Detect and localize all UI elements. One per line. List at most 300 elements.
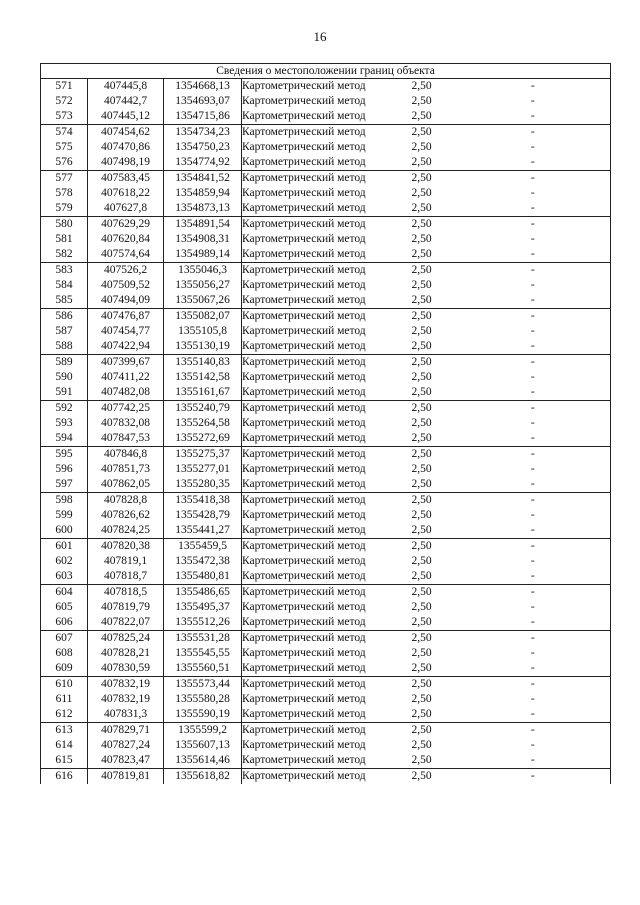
accuracy-cell: 2,50 bbox=[388, 293, 456, 309]
point-number-cell: 585 bbox=[41, 293, 88, 309]
y-coordinate-cell: 1355459,5 bbox=[164, 539, 242, 555]
description-cell: - bbox=[456, 79, 611, 95]
y-coordinate-cell: 1355560,51 bbox=[164, 661, 242, 677]
y-coordinate-cell: 1354873,13 bbox=[164, 201, 242, 217]
x-coordinate-cell: 407831,3 bbox=[88, 707, 164, 723]
description-cell: - bbox=[456, 600, 611, 615]
method-cell: Картометрический метод bbox=[242, 431, 388, 447]
y-coordinate-cell: 1354859,94 bbox=[164, 186, 242, 201]
method-cell: Картометрический метод bbox=[242, 477, 388, 493]
accuracy-cell: 2,50 bbox=[411, 187, 432, 199]
y-coordinate-cell: 1355140,83 bbox=[164, 355, 242, 371]
x-coordinate-cell: 407862,05 bbox=[88, 477, 164, 493]
y-coordinate-cell: 1355486,65 bbox=[164, 585, 242, 601]
table-row bbox=[41, 493, 611, 509]
description-cell: - bbox=[456, 94, 611, 109]
accuracy-cell: 2,50 bbox=[411, 494, 432, 506]
y-coordinate-cell: 1355599,2 bbox=[164, 723, 242, 739]
accuracy-cell: 2,50 bbox=[411, 601, 432, 613]
method-cell: Картометрический метод bbox=[242, 247, 388, 263]
x-coordinate-cell: 407470,86 bbox=[88, 140, 164, 155]
method-cell: Картометрический метод bbox=[242, 769, 388, 785]
x-coordinate-cell: 407526,2 bbox=[88, 263, 164, 279]
point-number-cell: 581 bbox=[41, 232, 88, 247]
description-cell: - bbox=[456, 508, 611, 523]
description-cell: - bbox=[456, 569, 611, 585]
description-cell: - bbox=[456, 554, 611, 569]
accuracy-cell: 2,50 bbox=[411, 279, 432, 291]
y-coordinate-cell: 1354841,52 bbox=[164, 171, 242, 187]
y-coordinate-cell: 1355580,28 bbox=[164, 692, 242, 707]
accuracy-cell: 2,50 bbox=[411, 126, 432, 138]
y-coordinate-cell: 1355240,79 bbox=[164, 401, 242, 417]
y-coordinate-cell: 1354693,07 bbox=[164, 94, 242, 109]
y-coordinate-cell: 1354715,86 bbox=[164, 109, 242, 125]
x-coordinate-cell: 407618,22 bbox=[88, 186, 164, 201]
table-row bbox=[41, 140, 611, 155]
method-cell: Картометрический метод bbox=[242, 171, 388, 187]
x-coordinate-cell: 407509,52 bbox=[88, 278, 164, 293]
point-number-cell: 580 bbox=[41, 217, 88, 233]
method-cell: Картометрический метод bbox=[242, 278, 388, 293]
method-cell: Картометрический метод bbox=[242, 646, 388, 661]
accuracy-cell: 2,50 bbox=[411, 463, 432, 475]
point-number-cell: 598 bbox=[41, 493, 88, 509]
point-number-cell: 584 bbox=[41, 278, 88, 293]
description-cell: - bbox=[456, 385, 611, 401]
description-cell: - bbox=[456, 646, 611, 661]
description-cell: - bbox=[456, 309, 611, 325]
table-row bbox=[41, 554, 611, 569]
x-coordinate-cell: 407819,1 bbox=[88, 554, 164, 569]
description-cell: - bbox=[456, 493, 611, 509]
x-coordinate-cell: 407442,7 bbox=[88, 94, 164, 109]
point-number-cell: 571 bbox=[41, 79, 88, 95]
accuracy-cell: 2,50 bbox=[388, 615, 456, 631]
x-coordinate-cell: 407828,8 bbox=[88, 493, 164, 509]
y-coordinate-cell: 1355418,38 bbox=[164, 493, 242, 509]
method-cell: Картометрический метод bbox=[242, 539, 388, 555]
table-row bbox=[41, 186, 611, 201]
description-cell: - bbox=[456, 462, 611, 477]
x-coordinate-cell: 407482,08 bbox=[88, 385, 164, 401]
table-row bbox=[41, 385, 611, 401]
y-coordinate-cell: 1355130,19 bbox=[164, 339, 242, 355]
x-coordinate-cell: 407822,07 bbox=[88, 615, 164, 631]
y-coordinate-cell: 1355105,8 bbox=[164, 324, 242, 339]
method-cell: Картометрический метод bbox=[242, 324, 388, 339]
accuracy-cell: 2,50 bbox=[388, 753, 456, 769]
x-coordinate-cell: 407445,8 bbox=[88, 79, 164, 95]
x-coordinate-cell: 407820,38 bbox=[88, 539, 164, 555]
accuracy-cell: 2,50 bbox=[388, 707, 456, 723]
point-number-cell: 596 bbox=[41, 462, 88, 477]
method-cell: Картометрический метод bbox=[242, 723, 388, 739]
method-cell: Картометрический метод bbox=[242, 79, 388, 95]
y-coordinate-cell: 1355545,55 bbox=[164, 646, 242, 661]
point-number-cell: 575 bbox=[41, 140, 88, 155]
method-cell: Картометрический метод bbox=[242, 109, 388, 125]
description-cell: - bbox=[456, 278, 611, 293]
table-row bbox=[41, 661, 611, 677]
y-coordinate-cell: 1355590,19 bbox=[164, 707, 242, 723]
method-cell: Картометрический метод bbox=[242, 401, 388, 417]
x-coordinate-cell: 407445,12 bbox=[88, 109, 164, 125]
x-coordinate-cell: 407846,8 bbox=[88, 447, 164, 463]
method-cell: Картометрический метод bbox=[242, 447, 388, 463]
description-cell: - bbox=[456, 661, 611, 677]
x-coordinate-cell: 407476,87 bbox=[88, 309, 164, 325]
table-row bbox=[41, 723, 611, 739]
description-cell: - bbox=[456, 539, 611, 555]
table-row bbox=[41, 769, 611, 785]
point-number-cell: 579 bbox=[41, 201, 88, 217]
y-coordinate-cell: 1355441,27 bbox=[164, 523, 242, 539]
method-cell: Картометрический метод bbox=[242, 508, 388, 523]
method-cell: Картометрический метод bbox=[242, 385, 388, 401]
point-number-cell: 612 bbox=[41, 707, 88, 723]
method-cell: Картометрический метод bbox=[242, 615, 388, 631]
method-cell: Картометрический метод bbox=[242, 462, 388, 477]
point-number-cell: 573 bbox=[41, 109, 88, 125]
description-cell: - bbox=[456, 723, 611, 739]
page-number: 16 bbox=[313, 29, 327, 44]
point-number-cell: 601 bbox=[41, 539, 88, 555]
point-number-cell: 610 bbox=[41, 677, 88, 693]
method-cell: Картометрический метод bbox=[242, 554, 388, 569]
method-cell: Картометрический метод bbox=[242, 339, 388, 355]
method-cell: Картометрический метод bbox=[242, 140, 388, 155]
accuracy-cell: 2,50 bbox=[411, 356, 432, 368]
table-row bbox=[41, 94, 611, 109]
y-coordinate-cell: 1354891,54 bbox=[164, 217, 242, 233]
accuracy-cell: 2,50 bbox=[388, 477, 456, 493]
y-coordinate-cell: 1355495,37 bbox=[164, 600, 242, 615]
x-coordinate-cell: 407629,29 bbox=[88, 217, 164, 233]
x-coordinate-cell: 407574,64 bbox=[88, 247, 164, 263]
table-row bbox=[41, 339, 611, 355]
x-coordinate-cell: 407832,19 bbox=[88, 677, 164, 693]
y-coordinate-cell: 1355277,01 bbox=[164, 462, 242, 477]
method-cell: Картометрический метод bbox=[242, 186, 388, 201]
x-coordinate-cell: 407399,67 bbox=[88, 355, 164, 371]
y-coordinate-cell: 1355512,26 bbox=[164, 615, 242, 631]
y-coordinate-cell: 1355142,58 bbox=[164, 370, 242, 385]
y-coordinate-cell: 1354750,23 bbox=[164, 140, 242, 155]
description-cell: - bbox=[456, 324, 611, 339]
method-cell: Картометрический метод bbox=[242, 125, 388, 141]
table-row bbox=[41, 278, 611, 293]
table-row bbox=[41, 416, 611, 431]
table-row bbox=[41, 600, 611, 615]
table-row bbox=[41, 631, 611, 647]
description-cell: - bbox=[456, 293, 611, 309]
description-cell: - bbox=[456, 738, 611, 753]
table-row bbox=[41, 508, 611, 523]
accuracy-cell: 2,50 bbox=[411, 417, 432, 429]
point-number-cell: 605 bbox=[41, 600, 88, 615]
accuracy-cell: 2,50 bbox=[411, 264, 432, 276]
table-row bbox=[41, 232, 611, 247]
description-cell: - bbox=[456, 615, 611, 631]
y-coordinate-cell: 1355618,82 bbox=[164, 769, 242, 785]
table-row bbox=[41, 707, 611, 723]
point-number-cell: 583 bbox=[41, 263, 88, 279]
point-number-cell: 606 bbox=[41, 615, 88, 631]
description-cell: - bbox=[456, 631, 611, 647]
description-cell: - bbox=[456, 186, 611, 201]
x-coordinate-cell: 407832,08 bbox=[88, 416, 164, 431]
description-cell: - bbox=[456, 416, 611, 431]
table-row bbox=[41, 523, 611, 539]
table-row bbox=[41, 753, 611, 769]
point-number-cell: 602 bbox=[41, 554, 88, 569]
point-number-cell: 572 bbox=[41, 94, 88, 109]
table-row bbox=[41, 692, 611, 707]
x-coordinate-cell: 407818,7 bbox=[88, 569, 164, 585]
accuracy-cell: 2,50 bbox=[411, 141, 432, 153]
accuracy-cell: 2,50 bbox=[411, 724, 432, 736]
description-cell: - bbox=[456, 523, 611, 539]
y-coordinate-cell: 1354989,14 bbox=[164, 247, 242, 263]
method-cell: Картометрический метод bbox=[242, 355, 388, 371]
accuracy-cell: 2,50 bbox=[411, 172, 432, 184]
x-coordinate-cell: 407620,84 bbox=[88, 232, 164, 247]
method-cell: Картометрический метод bbox=[242, 263, 388, 279]
y-coordinate-cell: 1355082,07 bbox=[164, 309, 242, 325]
table-row bbox=[41, 462, 611, 477]
x-coordinate-cell: 407818,5 bbox=[88, 585, 164, 601]
point-number-cell: 593 bbox=[41, 416, 88, 431]
table-row bbox=[41, 477, 611, 493]
description-cell: - bbox=[456, 263, 611, 279]
description-cell: - bbox=[456, 769, 611, 785]
point-number-cell: 586 bbox=[41, 309, 88, 325]
method-cell: Картометрический метод bbox=[242, 600, 388, 615]
method-cell: Картометрический метод bbox=[242, 738, 388, 753]
point-number-cell: 576 bbox=[41, 155, 88, 171]
x-coordinate-cell: 407454,62 bbox=[88, 125, 164, 141]
point-number-cell: 592 bbox=[41, 401, 88, 417]
accuracy-cell: 2,50 bbox=[411, 555, 432, 567]
method-cell: Картометрический метод bbox=[242, 661, 388, 677]
x-coordinate-cell: 407823,47 bbox=[88, 753, 164, 769]
accuracy-cell: 2,50 bbox=[411, 632, 432, 644]
y-coordinate-cell: 1355275,37 bbox=[164, 447, 242, 463]
x-coordinate-cell: 407819,81 bbox=[88, 769, 164, 785]
point-number-cell: 589 bbox=[41, 355, 88, 371]
description-cell: - bbox=[456, 677, 611, 693]
point-number-cell: 574 bbox=[41, 125, 88, 141]
accuracy-cell: 2,50 bbox=[388, 339, 456, 355]
method-cell: Картометрический метод bbox=[242, 370, 388, 385]
description-cell: - bbox=[456, 339, 611, 355]
description-cell: - bbox=[456, 370, 611, 385]
point-number-cell: 590 bbox=[41, 370, 88, 385]
accuracy-cell: 2,50 bbox=[411, 678, 432, 690]
accuracy-cell: 2,50 bbox=[388, 385, 456, 401]
point-number-cell: 608 bbox=[41, 646, 88, 661]
x-coordinate-cell: 407583,45 bbox=[88, 171, 164, 187]
description-cell: - bbox=[456, 140, 611, 155]
table-body bbox=[41, 79, 611, 785]
x-coordinate-cell: 407847,53 bbox=[88, 431, 164, 447]
method-cell: Картометрический метод bbox=[242, 201, 388, 217]
accuracy-cell: 2,50 bbox=[411, 95, 432, 107]
accuracy-cell: 2,50 bbox=[411, 218, 432, 230]
table-row bbox=[41, 646, 611, 661]
method-cell: Картометрический метод bbox=[242, 677, 388, 693]
description-cell: - bbox=[456, 155, 611, 171]
y-coordinate-cell: 1355472,38 bbox=[164, 554, 242, 569]
method-cell: Картометрический метод bbox=[242, 94, 388, 109]
y-coordinate-cell: 1355161,67 bbox=[164, 385, 242, 401]
point-number-cell: 616 bbox=[41, 769, 88, 785]
table-row bbox=[41, 217, 611, 233]
table-row bbox=[41, 79, 611, 95]
x-coordinate-cell: 407832,19 bbox=[88, 692, 164, 707]
accuracy-cell: 2,50 bbox=[411, 402, 432, 414]
table-row bbox=[41, 355, 611, 371]
point-number-cell: 582 bbox=[41, 247, 88, 263]
accuracy-cell: 2,50 bbox=[411, 371, 432, 383]
accuracy-cell: 2,50 bbox=[388, 661, 456, 677]
description-cell: - bbox=[456, 355, 611, 371]
description-cell: - bbox=[456, 753, 611, 769]
table-row bbox=[41, 201, 611, 217]
method-cell: Картометрический метод bbox=[242, 569, 388, 585]
x-coordinate-cell: 407422,94 bbox=[88, 339, 164, 355]
description-cell: - bbox=[456, 171, 611, 187]
y-coordinate-cell: 1355614,46 bbox=[164, 753, 242, 769]
point-number-cell: 594 bbox=[41, 431, 88, 447]
x-coordinate-cell: 407498,19 bbox=[88, 155, 164, 171]
accuracy-cell: 2,50 bbox=[411, 770, 432, 782]
accuracy-cell: 2,50 bbox=[411, 693, 432, 705]
description-cell: - bbox=[456, 707, 611, 723]
x-coordinate-cell: 407851,73 bbox=[88, 462, 164, 477]
table-row bbox=[41, 585, 611, 601]
method-cell: Картометрический метод bbox=[242, 493, 388, 509]
table-row bbox=[41, 155, 611, 171]
method-cell: Картометрический метод bbox=[242, 523, 388, 539]
table-row bbox=[41, 109, 611, 125]
method-cell: Картометрический метод bbox=[242, 232, 388, 247]
description-cell: - bbox=[456, 109, 611, 125]
method-cell: Картометрический метод bbox=[242, 416, 388, 431]
description-cell: - bbox=[456, 125, 611, 141]
point-number-cell: 588 bbox=[41, 339, 88, 355]
y-coordinate-cell: 1355264,58 bbox=[164, 416, 242, 431]
accuracy-cell: 2,50 bbox=[411, 80, 432, 92]
description-cell: - bbox=[456, 217, 611, 233]
point-number-cell: 615 bbox=[41, 753, 88, 769]
accuracy-cell: 2,50 bbox=[388, 109, 456, 125]
y-coordinate-cell: 1355607,13 bbox=[164, 738, 242, 753]
x-coordinate-cell: 407829,71 bbox=[88, 723, 164, 739]
table-row bbox=[41, 263, 611, 279]
accuracy-cell: 2,50 bbox=[388, 569, 456, 585]
x-coordinate-cell: 407627,8 bbox=[88, 201, 164, 217]
accuracy-cell: 2,50 bbox=[411, 325, 432, 337]
method-cell: Картометрический метод bbox=[242, 309, 388, 325]
table-row bbox=[41, 677, 611, 693]
description-cell: - bbox=[456, 401, 611, 417]
description-cell: - bbox=[456, 585, 611, 601]
method-cell: Картометрический метод bbox=[242, 217, 388, 233]
y-coordinate-cell: 1354668,13 bbox=[164, 79, 242, 95]
accuracy-cell: 2,50 bbox=[411, 586, 432, 598]
description-cell: - bbox=[456, 692, 611, 707]
table-row bbox=[41, 539, 611, 555]
accuracy-cell: 2,50 bbox=[411, 739, 432, 751]
point-number-cell: 595 bbox=[41, 447, 88, 463]
y-coordinate-cell: 1355046,3 bbox=[164, 263, 242, 279]
point-number-cell: 587 bbox=[41, 324, 88, 339]
table-row bbox=[41, 401, 611, 417]
point-number-cell: 591 bbox=[41, 385, 88, 401]
accuracy-cell: 2,50 bbox=[411, 233, 432, 245]
y-coordinate-cell: 1355480,81 bbox=[164, 569, 242, 585]
description-cell: - bbox=[456, 447, 611, 463]
method-cell: Картометрический метод bbox=[242, 155, 388, 171]
method-cell: Картометрический метод bbox=[242, 293, 388, 309]
table-row bbox=[41, 615, 611, 631]
description-cell: - bbox=[456, 201, 611, 217]
x-coordinate-cell: 407828,21 bbox=[88, 646, 164, 661]
table-header: Сведения о местоположении границ объекта bbox=[41, 64, 611, 79]
table-row bbox=[41, 431, 611, 447]
accuracy-cell: 2,50 bbox=[388, 201, 456, 217]
y-coordinate-cell: 1355573,44 bbox=[164, 677, 242, 693]
accuracy-cell: 2,50 bbox=[411, 509, 432, 521]
accuracy-cell: 2,50 bbox=[411, 310, 432, 322]
point-number-cell: 577 bbox=[41, 171, 88, 187]
description-cell: - bbox=[456, 431, 611, 447]
method-cell: Картометрический метод bbox=[242, 585, 388, 601]
table-row bbox=[41, 247, 611, 263]
description-cell: - bbox=[456, 477, 611, 493]
point-number-cell: 603 bbox=[41, 569, 88, 585]
point-number-cell: 611 bbox=[41, 692, 88, 707]
y-coordinate-cell: 1354774,92 bbox=[164, 155, 242, 171]
y-coordinate-cell: 1355428,79 bbox=[164, 508, 242, 523]
point-number-cell: 609 bbox=[41, 661, 88, 677]
y-coordinate-cell: 1355280,35 bbox=[164, 477, 242, 493]
point-number-cell: 613 bbox=[41, 723, 88, 739]
table-row bbox=[41, 324, 611, 339]
accuracy-cell: 2,50 bbox=[411, 540, 432, 552]
x-coordinate-cell: 407454,77 bbox=[88, 324, 164, 339]
x-coordinate-cell: 407827,24 bbox=[88, 738, 164, 753]
x-coordinate-cell: 407830,59 bbox=[88, 661, 164, 677]
point-number-cell: 600 bbox=[41, 523, 88, 539]
y-coordinate-cell: 1355056,27 bbox=[164, 278, 242, 293]
point-number-cell: 578 bbox=[41, 186, 88, 201]
x-coordinate-cell: 407742,25 bbox=[88, 401, 164, 417]
accuracy-cell: 2,50 bbox=[388, 431, 456, 447]
point-number-cell: 604 bbox=[41, 585, 88, 601]
point-number-cell: 607 bbox=[41, 631, 88, 647]
boundary-coordinates-table bbox=[40, 63, 611, 784]
y-coordinate-cell: 1355272,69 bbox=[164, 431, 242, 447]
method-cell: Картометрический метод bbox=[242, 707, 388, 723]
table-row bbox=[41, 569, 611, 585]
y-coordinate-cell: 1355531,28 bbox=[164, 631, 242, 647]
description-cell: - bbox=[456, 247, 611, 263]
table-row bbox=[41, 125, 611, 141]
table-row bbox=[41, 171, 611, 187]
